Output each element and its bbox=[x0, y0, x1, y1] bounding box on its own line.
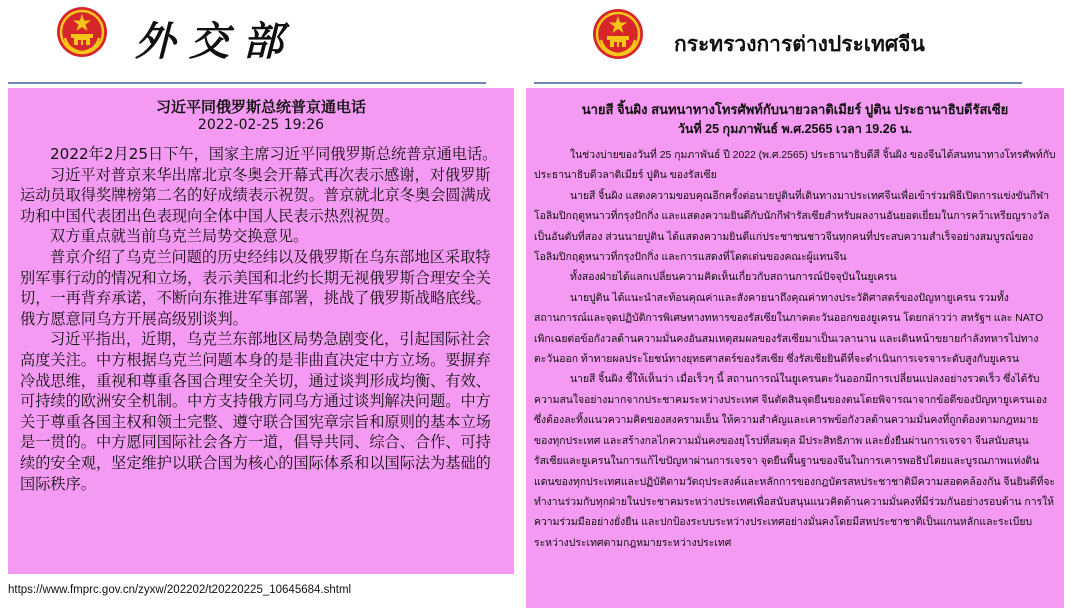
paragraph: ทั้งสองฝ่ายได้แลกเปลี่ยนความคิดเห็นเกี่ยวกับสถานการณ์ปัจจุบันในยูเครน bbox=[570, 272, 897, 284]
right-panel bbox=[526, 0, 1080, 608]
article-date: 2022-02-25 19:26 bbox=[197, 117, 325, 133]
paragraph: นายสี จิ้นผิง แสดงความขอบคุณอีกครั้งต่อนายปูตินที่เดินทางมาประเทศจีนเพื่อเข้าร่วมพิธีเปิดการแข่งขันกีฬาโอลิมปิกฤดูหนาวที่กรุงปักกิ่ง และแสดงความยินดีกับนักกีฬารัสเซียสำหรับผลงานอันยอดเยี่ยมในการคว้าเหรียญรางวัลเป็นอันดับที่สอง ส่วนนายปูติน ได้แสดงความยินดีแก่ประชาชนชาวจีนทุกคนที่ประสบความสำเร็จอย่างสมบูรณ์ของโอลิมปิกฤดูหนาวที่กรุงปักกิ่ง และการแสดงที่โดดเด่นของคณะผู้แทนจีน bbox=[534, 190, 1050, 264]
source-url[interactable]: https://www.fmprc.gov.cn/zyxw/202202/t20220225_10645684.shtml bbox=[8, 584, 352, 596]
article-title: นายสี จิ้นผิง สนทนาทางโทรศัพท์กับนายวลาดิเมียร์ ปูติน ประธานาธิบดีรัสเซีย bbox=[581, 102, 1009, 117]
paragraph: 2022年2月25日下午，国家主席习近平同俄罗斯总统普京通电话。 bbox=[50, 145, 498, 163]
article-body bbox=[20, 144, 502, 494]
paragraph: 习近平对普京来华出席北京冬奥会开幕式再次表示感谢，对俄罗斯运动员取得奖牌榜第二名的好成绩表示祝贺。普京就北京冬奥会圆满成功和中国代表团出色表现向全体中国人民表示热烈祝贺。 bbox=[20, 165, 491, 225]
header-divider bbox=[8, 82, 486, 84]
left-panel bbox=[0, 0, 526, 608]
article-date: วันที่ 25 กุมภาพันธ์ พ.ศ.2565 เวลา 19.26 น. bbox=[677, 122, 913, 136]
national-emblem-icon bbox=[56, 6, 108, 58]
chinese-article bbox=[8, 88, 514, 574]
header-divider bbox=[534, 82, 1022, 84]
paragraph: นายสี จิ้นผิง ชี้ให้เห็นว่า เมื่อเร็วๆ นี้ สถานการณ์ในยูเครนตะวันออกมีการเปลี่ยนแปลงอย่างรวดเร็ว ซึ่งได้รับความสนใจอย่างมากจากประชาคมระหว่างประเทศ จีนตัดสินจุดยืนของตนโดยพิจารณาจากข้อดีของปัญหายูเครนเอง ซึ่งต้องละทิ้งแนวความคิดของสงครามเย็น ให้ความสำคัญและเคารพข้อกังวลด้านความมั่นคงที่ถูกต้องตามกฎหมายของทุกประเทศ และสร้างกลไกความมั่นคงของยุโรปที่สมดุล มีประสิทธิภาพ และยั่งยืนผ่านการเจรจา จีนสนับสนุนรัสเซียและยูเครนในการแก้ไขปัญหาผ่านการเจรจา จุดยืนพื้นฐานของจีนในการเคารพอธิปไตยและบูรณภาพแห่งดินแดนของทุกประเทศและปฏิบัติตามวัตถุประสงค์และหลักการของกฎบัตรสหประชาชาติมีความสอดคล้องกัน จีนยินดีที่จะทำงานร่วมกับทุกฝ่ายในประชาคมระหว่างประเทศเพื่อสนับสนุนแนวคิดด้านความมั่นคงที่มีร่วมกันอย่างรอบด้าน การให้ความร่วมมืออย่างยั่งยืน และปกป้องระบบระหว่างประเทศอย่างมั่นคงโดยมีสหประชาชาติเป็นแกนหลักและระเบียบระหว่างประเทศตามกฎหมายระหว่างประเทศ bbox=[534, 374, 1055, 549]
thai-article bbox=[526, 88, 1064, 608]
ministry-title: กระทรวงการต่างประเทศจีน bbox=[674, 33, 925, 56]
paragraph: 双方重点就当前乌克兰局势交换意见。 bbox=[50, 227, 309, 246]
paragraph: นายปูติน ได้แนะนำสะท้อนคุณค่าและสังคายนาถึงคุณค่าทางประวัติศาสตร์ของปัญหายูเครน รวมทั้งสถานการณ์และจุดปฏิบัติการพิเศษทางทหารของรัสเซียในภาคตะวันออกของยูเครน โดยกล่าวว่า สหรัฐฯ และ NATO เพิกเฉยต่อข้อกังวลด้านความมั่นคงอันสมเหตุสมผลของรัสเซียมาเป็นเวลานาน และเดินหน้าขยายกำลังทหารไปทางตะวันออก ท้าทายผลประโยชน์ทางยุทธศาสตร์ของรัสเซีย ซึ่งรัสเซียยินดีที่จะดำเนินการเจรจาระดับสูงกับยูเครน bbox=[534, 292, 1044, 366]
paragraph: 普京介绍了乌克兰问题的历史经纬以及俄罗斯在乌东部地区采取特别军事行动的情况和立场，表示美国和北约长期无视俄罗斯合理安全关切，一再背弃承诺，不断向东推进军事部署，挑战了俄罗斯战略底线。俄方愿意同乌方开展高级别谈判。 bbox=[20, 247, 491, 328]
ministry-calligraphy: 外交部 bbox=[135, 18, 297, 65]
article-title: 习近平同俄罗斯总统普京通电话 bbox=[155, 98, 366, 116]
paragraph: ในช่วงบ่ายของวันที่ 25 กุมภาพันธ์ ปี 2022 (พ.ศ.2565) ประธานาธิบดีสี จิ้นผิง ของจีนได้สนทนาทางโทรศัพท์กับประธานาธิบดีวลาดิเมียร์ ปูติน ของรัสเซีย bbox=[534, 150, 1056, 182]
article-body bbox=[534, 146, 1056, 554]
paragraph: 习近平指出，近期，乌克兰东部地区局势急剧变化，引起国际社会高度关注。中方根据乌克兰问题本身的是非曲直决定中方立场。要摒弃冷战思维，重视和尊重各国合理安全关切，通过谈判形成均衡、有效、可持续的欧洲安全机制。中方支持俄方同乌方通过谈判解决问题。中方关于尊重各国主权和领土完整、遵守联合国宪章宗旨和原则的基本立场是一贯的。中方愿同国际社会各方一道，倡导共同、综合、合作、可持续的安全观，坚定维护以联合国为核心的国际体系和以国际法为基础的国际秩序。 bbox=[20, 330, 491, 493]
national-emblem-icon bbox=[592, 8, 644, 60]
